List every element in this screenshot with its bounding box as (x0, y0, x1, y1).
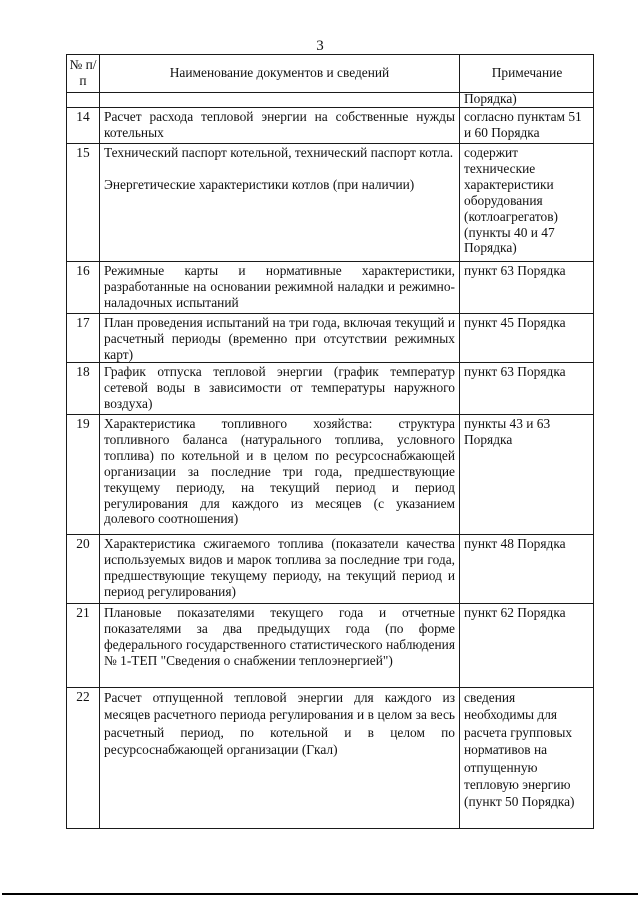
row-divider (66, 687, 594, 688)
header-num: № п/п (69, 57, 97, 88)
table-cell-num: 21 (76, 605, 90, 620)
table-cell-num: 14 (76, 109, 90, 124)
header-note: Примечание (491, 65, 563, 80)
row-divider (66, 534, 594, 535)
column-divider-num (99, 54, 100, 829)
page-bottom-rule (2, 893, 638, 895)
table-border-left (66, 54, 67, 829)
table-cell-num: 22 (76, 689, 90, 704)
table-cell-name: Плановые показателями текущего года и отчетные показателями за два предыдущих года (по форме федерального государственного статистического наблюдения № 1-ТЕП "Сведения о снабжении теплоэнергией") (104, 605, 455, 668)
table-border-right (593, 54, 594, 829)
table-cell-note: пункт 63 Порядка (464, 364, 566, 379)
table-cell-name: Характеристика топливного хозяйства: структура топливного баланса (натурального топлива, условного топлива) по котельной и в целом по ресурсоснабжающей организации за последние три года, предшествующие текущему периоду, на текущий период и период регулирования для каждого из месяцев (с указанием долевого соотношения) (104, 416, 455, 527)
table-cell-name: Расчет расхода тепловой энергии на собственные нужды котельных (104, 109, 455, 140)
header-name: Наименование документов и сведений (169, 65, 390, 80)
table-cell-name: Технический паспорт котельной, технический паспорт котла. (104, 145, 454, 160)
table-cell-note: пункт 62 Порядка (464, 605, 566, 620)
row-divider (66, 414, 594, 415)
table-cell-note: пункт 45 Порядка (464, 315, 566, 330)
row-divider (66, 313, 594, 314)
table-cell-num: 19 (76, 416, 90, 431)
table-cell-note: сведения необходимы для расчета групповых нормативов на отпущенную тепловую энергию (пункт 50 Порядка) (464, 690, 575, 810)
table-cell-note: пункты 43 и 63 Порядка (464, 416, 551, 447)
table-cell-name: Энергетические характеристики котлов (при наличии) (104, 177, 415, 192)
table-cell-num: 17 (76, 315, 90, 330)
table-border-bottom (66, 828, 594, 829)
page-number: 3 (316, 38, 324, 54)
table-cell-note: пункт 63 Порядка (464, 263, 566, 278)
table-cell-note: содержит технические характеристики оборудования (котлоагрегатов) (пункты 40 и 47 Порядка) (464, 145, 559, 256)
table-cell-name: Режимные карты и нормативные характеристики, разработанные на основании режимной наладки и режимно-наладочных испытаний (104, 263, 455, 310)
table-cell-num: 18 (76, 364, 90, 379)
table-cell-name: Характеристика сжигаемого топлива (показатели качества используемых видов и марок топлива за последние три года, предшествующие текущему периоду, на текущий период и период регулирования) (104, 536, 455, 599)
table-cell-num: 16 (76, 263, 90, 278)
table-cell-note: Порядка) (464, 91, 517, 106)
row-divider (66, 143, 594, 144)
table-cell-num: 20 (76, 536, 90, 551)
table-cell-name: Расчет отпущенной тепловой энергии для каждого из месяцев расчетного периода регулирования и в целом за весь расчетный период, по котельной и в целом по ресурсоснабжающей организации (Гкал) (104, 690, 455, 758)
documents-table (66, 54, 594, 829)
table-border-top (66, 54, 594, 55)
row-divider (66, 603, 594, 604)
row-divider (66, 261, 594, 262)
table-cell-note: согласно пунктам 51 и 60 Порядка (464, 109, 582, 140)
row-divider (66, 107, 594, 108)
table-cell-num: 15 (76, 145, 90, 160)
column-divider-note (459, 54, 460, 829)
table-cell-name: План проведения испытаний на три года, включая текущий и расчетный периоды (временно при отсутствии режимных карт) (104, 315, 455, 362)
table-cell-note: пункт 48 Порядка (464, 536, 566, 551)
table-cell-name: График отпуска тепловой энергии (график температур сетевой воды в зависимости от температуры наружного воздуха) (104, 364, 455, 411)
